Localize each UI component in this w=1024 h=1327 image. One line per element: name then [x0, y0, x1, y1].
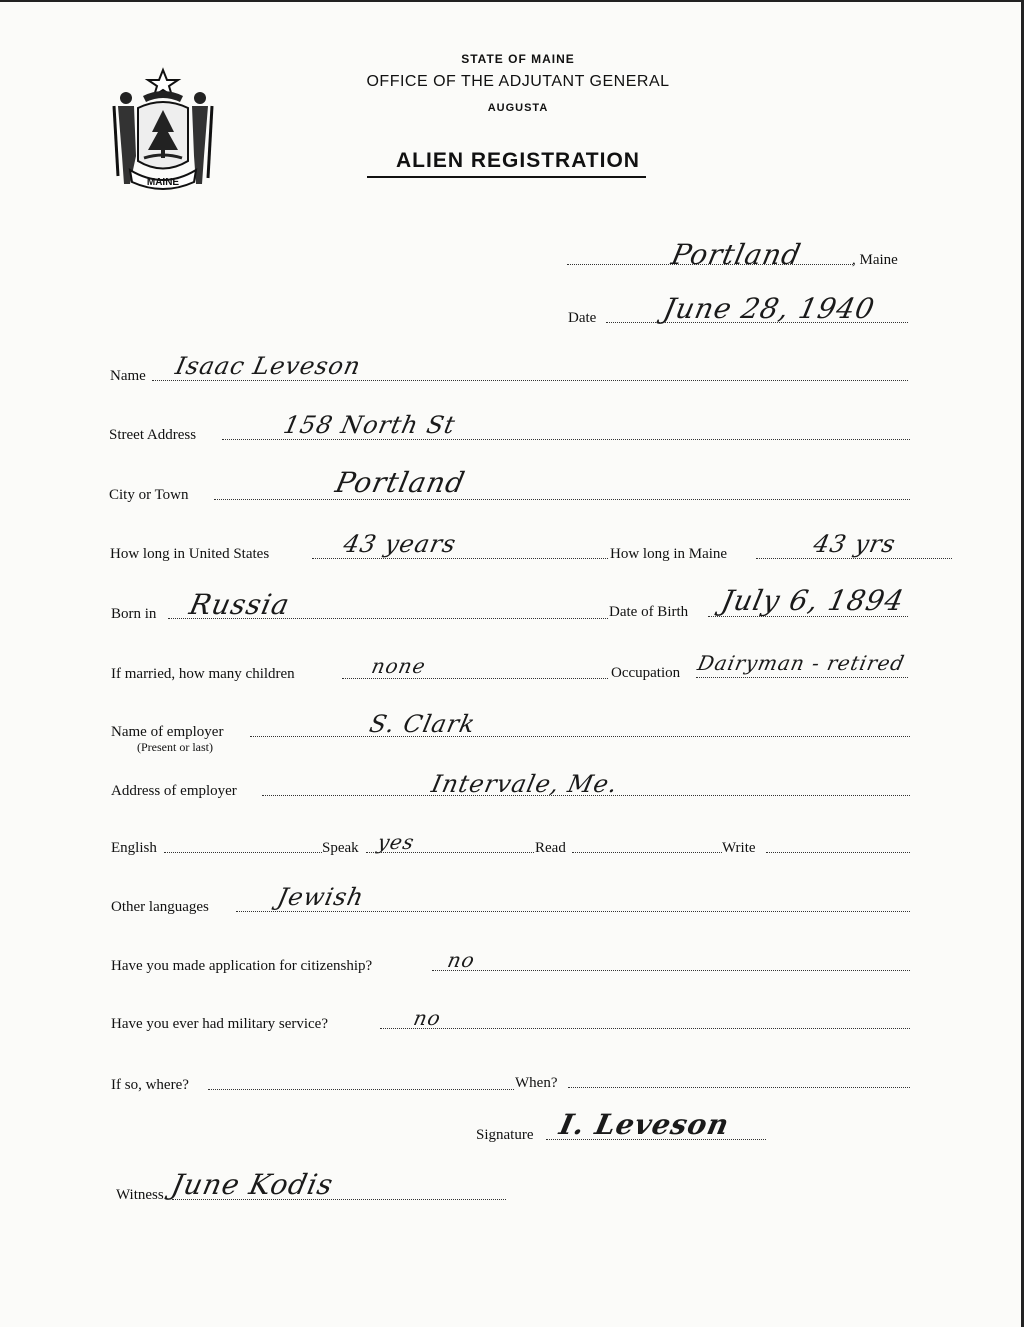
dob-label: Date of Birth	[609, 604, 689, 620]
write-label: Write	[722, 840, 756, 856]
us-years-value: 43 years	[341, 530, 460, 558]
signature-label: Signature	[476, 1127, 534, 1143]
svg-text:MAINE: MAINE	[146, 177, 180, 188]
street-label: Street Address	[109, 427, 197, 443]
where-label: If so, where?	[111, 1077, 189, 1093]
maine-years-label: How long in Maine	[610, 546, 728, 562]
maine-years-dotted-line	[756, 558, 952, 559]
citizenship-label: Have you made application for citizenship?	[111, 958, 373, 974]
date-label: Date	[568, 310, 597, 326]
place-value: Portland	[668, 238, 805, 271]
other-languages-dotted-line	[236, 911, 910, 912]
english-label: English	[111, 840, 157, 856]
title-underline	[367, 176, 646, 178]
city-value: Portland	[332, 466, 469, 499]
speak-value: yes	[375, 830, 417, 854]
read-dotted-line	[572, 852, 722, 853]
english-dotted-line	[164, 852, 322, 853]
name-dotted-line	[152, 380, 908, 381]
children-value: none	[369, 654, 429, 678]
employer-address-label: Address of employer	[111, 783, 237, 799]
city-dotted-line	[214, 499, 910, 500]
military-value: no	[411, 1006, 444, 1030]
where-dotted-line	[208, 1089, 514, 1090]
street-dotted-line	[222, 439, 910, 440]
name-label: Name	[110, 368, 146, 384]
office-heading: OFFICE OF THE ADJUTANT GENERAL	[366, 73, 670, 90]
write-dotted-line	[766, 852, 910, 853]
employer-address-value: Intervale, Me.	[429, 770, 621, 798]
speak-label: Speak	[322, 840, 359, 856]
occupation-dotted-line	[696, 677, 908, 678]
employer-sublabel: (Present or last)	[137, 740, 213, 754]
scan-border-top	[0, 0, 1024, 2]
military-dotted-line	[380, 1028, 910, 1029]
us-years-label: How long in United States	[110, 546, 270, 562]
name-value: Isaac Leveson	[173, 352, 364, 380]
occupation-value: Dairyman - retired	[695, 651, 908, 675]
other-languages-value: Jewish	[275, 883, 367, 911]
city-label: City or Town	[109, 487, 189, 503]
place-suffix: , Maine	[852, 252, 898, 268]
maine-years-value: 43 yrs	[811, 530, 899, 558]
read-label: Read	[535, 840, 566, 856]
children-dotted-line	[342, 678, 608, 679]
citizenship-value: no	[445, 948, 478, 972]
witness-value: June Kodis	[168, 1168, 337, 1201]
witness-label: Witness	[116, 1187, 164, 1203]
dob-value: July 6, 1894	[718, 584, 908, 617]
when-dotted-line	[568, 1087, 910, 1088]
date-value: June 28, 1940	[660, 292, 878, 325]
city-heading: AUGUSTA	[487, 102, 549, 114]
signature-value: I. Leveson	[556, 1108, 733, 1141]
employer-label: Name of employer	[111, 724, 224, 740]
children-label: If married, how many children	[111, 666, 295, 682]
form-title: ALIEN REGISTRATION	[396, 149, 640, 172]
citizenship-dotted-line	[432, 970, 910, 971]
born-label: Born in	[111, 606, 157, 622]
other-languages-label: Other languages	[111, 899, 209, 915]
occupation-label: Occupation	[611, 665, 681, 681]
when-label: When?	[515, 1075, 558, 1091]
street-value: 158 North St	[281, 411, 459, 439]
military-label: Have you ever had military service?	[111, 1016, 328, 1032]
state-heading: STATE OF MAINE	[461, 52, 575, 66]
us-years-dotted-line	[312, 558, 608, 559]
employer-dotted-line	[250, 736, 910, 737]
employer-value: S. Clark	[367, 710, 479, 738]
born-value: Russia	[186, 588, 294, 621]
